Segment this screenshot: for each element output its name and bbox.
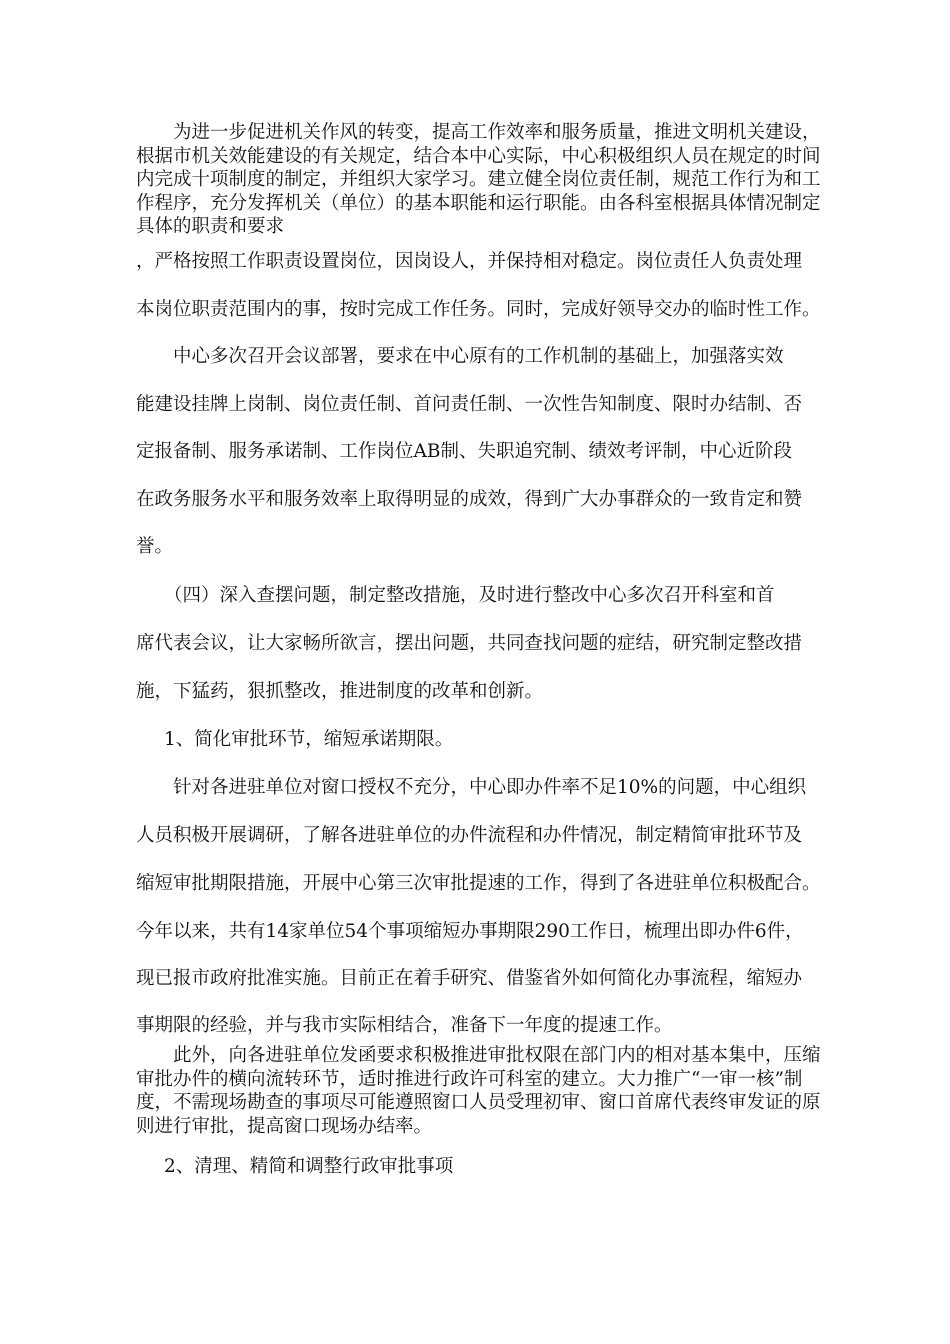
text-line: 在政务服务水平和服务效率上取得明显的成效，得到广大办事群众的一致肯定和赞 (136, 489, 803, 510)
item-heading: 1、简化审批环节，缩短承诺期限。 (164, 729, 454, 750)
text-line: 缩短审批期限措施，开展中心第三次审批提速的工作，得到了各进驻单位积极配合。 (136, 873, 821, 894)
text-line: 本岗位职责范围内的事，按时完成工作任务。同时，完成好领导交办的临时性工作。 (136, 299, 821, 320)
item-heading: 2、清理、精简和调整行政审批事项 (164, 1156, 454, 1177)
text-line: 能建设挂牌上岗制、岗位责任制、首问责任制、一次性告知制度、限时办结制、否 (136, 394, 803, 415)
text-line: 针对各进驻单位对窗口授权不充分，中心即办件率不足10%的问题，中心组织 (173, 777, 807, 798)
text-line: 现已报市政府批准实施。目前正在着手研究、借鉴省外如何简化办事流程，缩短办 (136, 968, 803, 989)
text-line: 人员积极开展调研，了解各进驻单位的办件流程和办件情况，制定精简审批环节及 (136, 825, 803, 846)
text-line: 席代表会议，让大家畅所欲言，摆出问题，共同查找问题的症结，研究制定整改措 (136, 633, 803, 654)
text-line: 誉。 (136, 536, 174, 557)
text-line: ，严格按照工作职责设置岗位，因岗设人，并保持相对稳定。岗位责任人负责处理 (136, 251, 803, 272)
text-line: 事期限的经验，并与我市实际相结合，准备下一年度的提速工作。 (136, 1015, 673, 1036)
paragraph-note: 此外，向各进驻单位发函要求积极推进审批权限在部门内的相对基本集中，压缩审批办件的横向流转环节，适时推进行政许可科室的建立。大力推广“一审一核”制度，不需现场勘查的事项尽可能遵照窗口人员受理初审、窗口首席代表终审发证的原则进行审批，提高窗口现场办结率。 (136, 1045, 821, 1137)
paragraph-intro: 为进一步促进机关作风的转变，提高工作效率和服务质量，推进文明机关建设，根据市机关效能建设的有关规定，结合本中心实际，中心积极组织人员在规定的时间内完成十项制度的制定，并组织大家学习。建立健全岗位责任制，规范工作行为和工作程序，充分发挥机关（单位）的基本职能和运行职能。由各科室根据具体情况制定具体的职责和要求 (136, 122, 821, 237)
text-line: 中心多次召开会议部署，要求在中心原有的工作机制的基础上，加强落实效 (173, 346, 784, 367)
section-heading: （四）深入查摆问题，制定整改措施，及时进行整改中心多次召开科室和首 (164, 585, 775, 606)
text-line: 定报备制、服务承诺制、工作岗位AB制、失职追究制、绩效考评制，中心近阶段 (136, 441, 792, 462)
text-line: 施，下猛药，狠抓整改，推进制度的改革和创新。 (136, 681, 544, 702)
text-line: 今年以来，共有14家单位54个事项缩短办事期限290工作日，梳理出即办件6件， (136, 921, 804, 942)
